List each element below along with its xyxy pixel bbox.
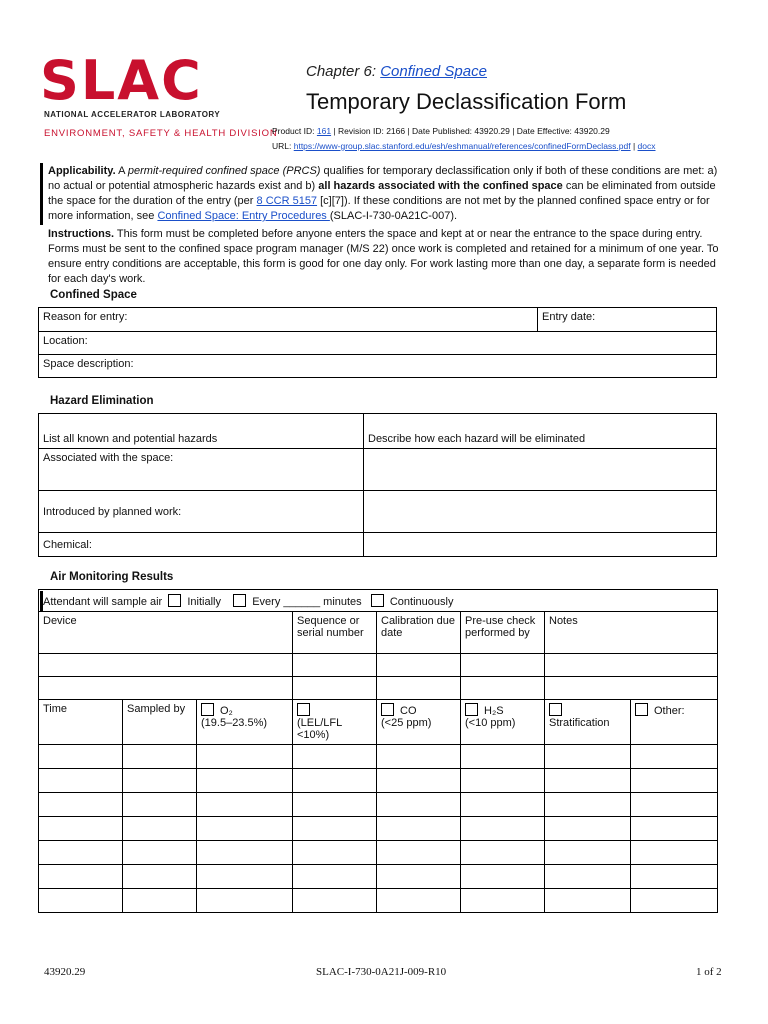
sample-cell[interactable] <box>197 769 293 793</box>
o2-label: O₂ <box>220 705 233 717</box>
sample-cell[interactable] <box>293 889 377 913</box>
sample-cell[interactable] <box>461 793 545 817</box>
app-text-6: [c][7]). If these conditions are not met by the planned confined space entry or for more information, see <box>48 195 710 222</box>
sample-cell[interactable] <box>39 793 123 817</box>
every-checkbox[interactable] <box>233 594 246 607</box>
page-title: Temporary Declassification Form <box>306 89 627 114</box>
ccr-link[interactable]: 8 CCR 5157 <box>256 195 318 207</box>
device-cell[interactable] <box>293 654 377 677</box>
meta-rest: | Revision ID: 2166 | Date Published: 43920.29 | Date Effective: 43920.29 <box>331 126 610 136</box>
footer-date: 43920.29 <box>44 966 86 978</box>
sample-cell[interactable] <box>631 889 718 913</box>
app-text-7: (SLAC-I-730-0A21C-007). <box>329 210 458 222</box>
hazard-row-introduced: Introduced by planned work: <box>39 491 364 533</box>
sample-cell[interactable] <box>545 769 631 793</box>
sample-cell[interactable] <box>461 841 545 865</box>
applicability-bar <box>40 163 43 225</box>
footer-doc-id: SLAC-I-730-0A21J-009-R10 <box>316 966 447 978</box>
other-header <box>631 700 718 745</box>
sample-cell[interactable] <box>39 889 123 913</box>
sample-cell[interactable] <box>631 865 718 889</box>
url-label: URL: <box>272 141 294 151</box>
applicability-paragraph <box>48 164 720 224</box>
serial-header: Sequence or serial number <box>293 612 377 654</box>
sample-cell[interactable] <box>39 769 123 793</box>
co-checkbox[interactable] <box>381 703 394 716</box>
device-cell[interactable] <box>545 677 718 700</box>
sample-cell[interactable] <box>123 889 197 913</box>
sample-cell[interactable] <box>461 745 545 769</box>
sample-cell[interactable] <box>293 841 377 865</box>
entry-procedures-link[interactable]: Confined Space: Entry Procedures <box>157 210 330 222</box>
product-id-link[interactable]: 161 <box>316 126 332 136</box>
sample-cell[interactable] <box>123 793 197 817</box>
h2s-label: H₂S <box>484 705 504 717</box>
sample-cell[interactable] <box>39 817 123 841</box>
app-text-2: permit-required confined space (PRCS) <box>127 165 321 177</box>
space-description-field[interactable]: Space description: <box>39 355 717 378</box>
initially-label: Initially <box>187 595 221 608</box>
device-cell[interactable] <box>293 677 377 700</box>
footer-page-number: 1 of 2 <box>696 966 722 978</box>
device-cell[interactable] <box>545 654 718 677</box>
lel-checkbox[interactable] <box>297 703 310 716</box>
sample-cell[interactable] <box>461 817 545 841</box>
h2s-range: (<10 ppm) <box>465 717 516 729</box>
sample-cell[interactable] <box>293 865 377 889</box>
device-cell[interactable] <box>461 677 545 700</box>
device-cell[interactable] <box>377 677 461 700</box>
product-id-label: Product ID: <box>272 126 317 136</box>
instructions-label: Instructions. <box>48 228 115 240</box>
attendant-label: Attendant will sample air <box>43 595 163 608</box>
confined-space-heading: Confined Space <box>50 289 137 301</box>
sample-cell[interactable] <box>123 841 197 865</box>
logo-subtitle: NATIONAL ACCELERATOR LABORATORY <box>44 110 221 119</box>
sample-cell[interactable] <box>39 841 123 865</box>
device-cell[interactable] <box>377 654 461 677</box>
applicability-label: Applicability. <box>48 165 116 177</box>
continuously-checkbox[interactable] <box>371 594 384 607</box>
sample-cell[interactable] <box>377 745 461 769</box>
sample-cell[interactable] <box>631 769 718 793</box>
device-cell[interactable] <box>39 654 293 677</box>
sample-cell[interactable] <box>377 793 461 817</box>
confined-space-table <box>38 307 717 378</box>
url-link[interactable]: https://www-group.slac.stanford.edu/esh/eshmanual/references/confinedFormDeclass.pdf <box>293 141 631 151</box>
docx-link[interactable]: docx <box>637 141 656 151</box>
o2-range: (19.5–23.5%) <box>201 717 268 729</box>
o2-header <box>197 700 293 745</box>
continuously-label: Continuously <box>389 595 454 608</box>
chapter-prefix: Chapter 6: <box>306 63 381 80</box>
chapter-link[interactable]: Confined Space <box>380 63 487 80</box>
initially-checkbox[interactable] <box>168 594 181 607</box>
hazard-row-chemical: Chemical: <box>39 533 364 557</box>
sample-cell[interactable] <box>123 745 197 769</box>
chapter-heading <box>306 63 487 80</box>
slac-logo: SLAC <box>40 49 203 112</box>
sample-cell[interactable] <box>123 817 197 841</box>
sample-cell[interactable] <box>123 769 197 793</box>
location-field[interactable]: Location: <box>39 332 717 355</box>
sample-cell[interactable] <box>197 745 293 769</box>
sample-cell[interactable] <box>461 769 545 793</box>
air-monitoring-heading: Air Monitoring Results <box>50 571 174 583</box>
attendant-row <box>39 590 718 612</box>
app-text-5: can be eliminated from outside the space for the duration of the entry (per <box>48 180 716 207</box>
hazard-table <box>38 413 717 557</box>
sample-cell[interactable] <box>39 745 123 769</box>
instructions-text: This form must be completed before anyone enters the space and kept at or near the entrance to the space during entry. Forms must be sent to the confined space program manager (M/S 22) once work is completed and retained for a minimum of one year. To ensure entry conditions are acceptable, this form is good for one day only. For work lasting more than one day, a separate form is needed for each day's work. <box>48 228 719 285</box>
sample-cell[interactable] <box>545 817 631 841</box>
hazard-col-list: List all known and potential hazards <box>39 414 364 449</box>
hazard-row-chemical-input[interactable] <box>364 533 717 557</box>
division-name: ENVIRONMENT, SAFETY & HEALTH DIVISION <box>44 128 278 139</box>
sample-cell[interactable] <box>631 793 718 817</box>
sample-cell[interactable] <box>197 865 293 889</box>
time-header: Time <box>39 700 123 745</box>
sample-cell[interactable] <box>545 745 631 769</box>
sample-cell[interactable] <box>377 889 461 913</box>
sample-cell[interactable] <box>545 793 631 817</box>
app-text-1: A <box>115 165 128 177</box>
co-header <box>377 700 461 745</box>
h2s-checkbox[interactable] <box>465 703 478 716</box>
sample-cell[interactable] <box>377 817 461 841</box>
o2-checkbox[interactable] <box>201 703 214 716</box>
air-monitoring-table <box>38 589 718 913</box>
sample-cell[interactable] <box>377 841 461 865</box>
sampled-by-header: Sampled by <box>123 700 197 745</box>
sample-cell[interactable] <box>461 889 545 913</box>
calibration-header: Calibration due date <box>377 612 461 654</box>
entry-date-field[interactable]: Entry date: <box>538 308 717 332</box>
sample-cell[interactable] <box>377 769 461 793</box>
co-label: CO <box>400 705 417 717</box>
sample-cell[interactable] <box>197 817 293 841</box>
device-header: Device <box>39 612 293 654</box>
hazard-elimination-heading: Hazard Elimination <box>50 395 154 407</box>
instructions-paragraph <box>48 227 720 287</box>
preuse-header: Pre-use check performed by <box>461 612 545 654</box>
sample-cell[interactable] <box>293 817 377 841</box>
device-cell[interactable] <box>39 677 293 700</box>
sample-cell[interactable] <box>545 889 631 913</box>
hazard-row-associated: Associated with the space: <box>39 449 364 491</box>
sample-cell[interactable] <box>545 865 631 889</box>
meta-line <box>272 126 610 136</box>
reason-for-entry-field[interactable]: Reason for entry: <box>39 308 538 332</box>
stratification-label: Stratification <box>549 717 610 729</box>
co-range: (<25 ppm) <box>381 717 432 729</box>
stratification-header <box>545 700 631 745</box>
sample-cell[interactable] <box>293 745 377 769</box>
sample-cell[interactable] <box>39 865 123 889</box>
app-text-4: all hazards associated with the confined space <box>318 180 563 192</box>
every-label: Every ______ minutes <box>252 595 362 608</box>
url-line <box>272 141 656 151</box>
lel-range: (LEL/LFL <10%) <box>297 717 342 741</box>
sample-cell[interactable] <box>461 865 545 889</box>
sample-cell[interactable] <box>631 817 718 841</box>
stratification-checkbox[interactable] <box>549 703 562 716</box>
sample-cell[interactable] <box>631 745 718 769</box>
device-cell[interactable] <box>461 654 545 677</box>
hazard-row-associated-input[interactable] <box>364 449 717 491</box>
sample-cell[interactable] <box>293 769 377 793</box>
sample-cell[interactable] <box>123 865 197 889</box>
other-checkbox[interactable] <box>635 703 648 716</box>
lel-header <box>293 700 377 745</box>
notes-header: Notes <box>545 612 718 654</box>
hazard-row-introduced-input[interactable] <box>364 491 717 533</box>
sample-cell[interactable] <box>545 841 631 865</box>
sample-cell[interactable] <box>197 793 293 817</box>
other-label: Other: <box>654 705 685 717</box>
url-sep: | <box>630 141 638 151</box>
app-text-3: qualifies for temporary declassification only if both of these conditions are met: a) no actual or potential atmospheric hazards exist and b) <box>48 165 718 192</box>
sample-cell[interactable] <box>197 889 293 913</box>
sample-cell[interactable] <box>631 841 718 865</box>
hazard-col-describe: Describe how each hazard will be eliminated <box>364 414 717 449</box>
sample-cell[interactable] <box>377 865 461 889</box>
sample-cell[interactable] <box>197 841 293 865</box>
h2s-header <box>461 700 545 745</box>
sample-cell[interactable] <box>293 793 377 817</box>
